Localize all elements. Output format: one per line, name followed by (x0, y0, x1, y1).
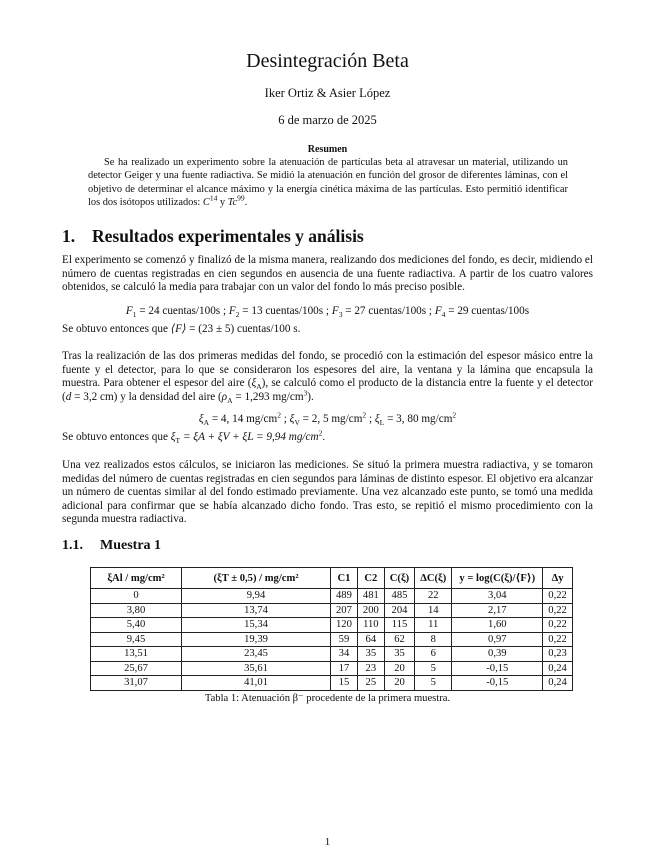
equation-text: = 4, 14 mg/cm (209, 413, 278, 425)
math: ⟨F⟩ (170, 323, 187, 335)
table-cell: 0,22 (543, 618, 573, 633)
table-row (91, 647, 573, 662)
paragraph-background: El experimento se comenzó y finalizó de la misma manera, realizando dos mediciones del fondo, es decir, midiendo el número de cuentas registradas en cien segundos en ausencia de una fuente radiactiva. A partir de los cuatro valores obtenidos, se calculó la media para trabajar con un valor del fondo lo más preciso posible. (62, 254, 593, 294)
table-cell: 5 (415, 676, 452, 691)
text: Tras la realización de las dos primeras medidas del fondo, se procedió con la estimación del espesor másico entre la fuente y el detector, para lo que se consideraron los espesores del aire, la ventana y la lámina que encapsula la muestra. Para obtener el espesor del aire ( (62, 350, 593, 390)
section-title: Resultados experimentales y análisis (92, 226, 364, 246)
table-cell: 20 (384, 661, 414, 676)
table-cell: -0,15 (452, 676, 543, 691)
column-header: y = log(C(ξ)/⟨F⟩) (452, 568, 543, 589)
column-header: ξAl / mg/cm² (91, 568, 182, 589)
table-cell: 0,24 (543, 661, 573, 676)
text: = (23 ± 5) cuentas/100 s. (186, 323, 301, 335)
table-cell: 1,60 (452, 618, 543, 633)
text: ). (307, 390, 314, 403)
math-superscript: 2 (362, 410, 367, 420)
subsection-title: Muestra 1 (100, 538, 162, 553)
equation-text: = 3, 80 mg/cm (384, 413, 453, 425)
math-sup: 3 (303, 388, 308, 398)
paragraph-mass-thickness (62, 350, 593, 404)
table-cell: 64 (357, 632, 384, 647)
math: d (65, 390, 72, 403)
equation-text: = 24 cuentas/100s ; (136, 305, 229, 317)
table-cell: 35 (357, 647, 384, 662)
table-cell: 31,07 (91, 676, 182, 691)
table-cell: -0,15 (452, 661, 543, 676)
math-sub: A (227, 396, 233, 406)
math-variable: F (434, 305, 442, 317)
section-number: 1. (62, 226, 76, 246)
table-cell: 0 (91, 589, 182, 604)
math: ξ (170, 431, 176, 443)
table-row (91, 632, 573, 647)
math-sub: A (256, 382, 262, 392)
table-cell: 13,74 (182, 603, 331, 618)
table-cell: 35,61 (182, 661, 331, 676)
text: Se obtuvo entonces que (62, 323, 171, 335)
table-cell: 25 (357, 676, 384, 691)
table-cell: 41,01 (182, 676, 331, 691)
table-cell: 14 (415, 603, 452, 618)
equation-text: = 2, 5 mg/cm (299, 413, 363, 425)
table-cell: 0,22 (543, 632, 573, 647)
column-header: C1 (331, 568, 358, 589)
table-cell: 23 (357, 661, 384, 676)
paragraph-measurements: Una vez realizados estos cálculos, se iniciaron las mediciones. Se situó la primera muestra radiactiva, y se tomaron medidas del número de cuentas registradas en cien segundos para láminas de distinto espesor. El objetivo era alcanzar un número de cuentas similar al del fondo estimado previamente. Una vez alcanzado este punto, se tomó una medida adicional para confirmar que se había alcanzado dicho fondo. Tras esto, se repitió el mismo procedimiento con la segunda muestra radiactiva. (62, 459, 593, 526)
table-row (91, 661, 573, 676)
math-variable: ξ (374, 413, 380, 425)
equation-text: = 27 cuentas/100s ; (342, 305, 435, 317)
table-row (91, 589, 573, 604)
math-subscript: 2 (235, 310, 240, 320)
math-subscript: V (294, 418, 300, 428)
table-cell: 5 (415, 661, 452, 676)
table-cell: 3,80 (91, 603, 182, 618)
table-cell: 0,23 (543, 647, 573, 662)
math: ξ (251, 377, 257, 390)
abstract-text (88, 156, 568, 210)
text: = 1,293 mg/cm (232, 390, 304, 403)
math-sup: 2 (318, 428, 323, 438)
text: Se obtuvo entonces que (62, 431, 171, 443)
math-subscript: L (379, 418, 385, 428)
table-cell: 19,39 (182, 632, 331, 647)
authors: Iker Ortiz & Asier López (264, 86, 391, 100)
paragraph-mean-background (62, 323, 593, 337)
subsection-number: 1.1. (62, 538, 83, 553)
math-variable: ξ (289, 413, 295, 425)
table-cell: 481 (357, 589, 384, 604)
table-cell: 207 (331, 603, 358, 618)
table-cell: 204 (384, 603, 414, 618)
math: ρ (221, 390, 228, 403)
text: . (322, 431, 326, 443)
math-variable: F (228, 305, 236, 317)
isotope-1-mass: 14 (209, 193, 218, 203)
paragraph-total-thickness (62, 428, 593, 446)
conjunction: y (217, 197, 228, 209)
data-table (90, 567, 573, 691)
math-variable: ξ (198, 413, 204, 425)
table-cell: 11 (415, 618, 452, 633)
math-superscript: 2 (277, 410, 281, 420)
table-cell: 485 (384, 589, 414, 604)
isotope-2: Tc (227, 197, 238, 209)
table-row (91, 676, 573, 691)
equation-text: = 29 cuentas/100s (445, 305, 530, 317)
math-variable: F (125, 305, 133, 317)
table-cell: 115 (384, 618, 414, 633)
table-cell: 34 (331, 647, 358, 662)
table-cell: 110 (357, 618, 384, 633)
table-cell: 8 (415, 632, 452, 647)
table-cell: 0,39 (452, 647, 543, 662)
column-header: Δy (543, 568, 573, 589)
math: = ξA + ξV + ξL = 9,94 mg/cm (180, 431, 319, 443)
table-cell: 15 (331, 676, 358, 691)
column-header: C(ξ) (384, 568, 414, 589)
table-cell: 25,67 (91, 661, 182, 676)
table-cell: 2,17 (452, 603, 543, 618)
table-cell: 0,24 (543, 676, 573, 691)
table-cell: 120 (331, 618, 358, 633)
math-sub: T (175, 436, 181, 446)
abstract-heading: Resumen (307, 144, 348, 155)
date: 6 de marzo de 2025 (278, 113, 377, 127)
equation-background-values (0, 305, 655, 320)
table-cell: 9,45 (91, 632, 182, 647)
math-subscript: 3 (338, 310, 343, 320)
table-header-row (91, 568, 573, 589)
table-cell: 200 (357, 603, 384, 618)
math-subscript: A (203, 418, 210, 428)
table-cell: 9,94 (182, 589, 331, 604)
table-cell: 6 (415, 647, 452, 662)
abstract-end: . (244, 197, 248, 209)
table-cell: 13,51 (91, 647, 182, 662)
subsection-heading (62, 538, 161, 554)
column-header: ΔC(ξ) (415, 568, 452, 589)
equation-thicknesses (0, 410, 655, 428)
section-heading (62, 226, 364, 247)
table-cell: 62 (384, 632, 414, 647)
table-cell: 59 (331, 632, 358, 647)
equation-text: ; (366, 413, 375, 425)
paper-title: Desintegración Beta (246, 50, 409, 72)
table-cell: 22 (415, 589, 452, 604)
column-header: C2 (357, 568, 384, 589)
table-cell: 489 (331, 589, 358, 604)
math-variable: F (331, 305, 339, 317)
table-cell: 15,34 (182, 618, 331, 633)
table-row (91, 618, 573, 633)
table-cell: 23,45 (182, 647, 331, 662)
text: ), se calculó como el producto de la distancia entre la fuente y el detector ( (62, 377, 593, 403)
isotope-1: C (202, 197, 210, 209)
table-cell: 0,97 (452, 632, 543, 647)
abstract-body: Se ha realizado un experimento sobre la atenuación de partículas beta al atravesar un material, utilizando un detector Geiger y una fuente radiactiva. Se midió la atenuación en función del grosor de diferentes láminas, con el objetivo de determinar el alcance máximo y la energía cinética máxima de las partículas. Esto permitió identificar los dos isótopos utilizados: (88, 157, 568, 209)
math-superscript: 2 (452, 410, 457, 420)
equation-text: ; (280, 413, 290, 425)
math-subscript: 4 (441, 310, 446, 320)
isotope-2-mass: 99 (237, 193, 245, 203)
equation-text: = 13 cuentas/100s ; (239, 305, 332, 317)
table-cell: 17 (331, 661, 358, 676)
table-caption: Tabla 1: Atenuación β⁻ procedente de la primera muestra. (204, 693, 451, 704)
page-number: 1 (324, 836, 331, 848)
math-subscript: 1 (132, 310, 137, 320)
table-row (91, 603, 573, 618)
table-cell: 35 (384, 647, 414, 662)
table-cell: 0,22 (543, 589, 573, 604)
column-header: (ξT ± 0,5) / mg/cm² (182, 568, 331, 589)
table-cell: 5,40 (91, 618, 182, 633)
table-cell: 20 (384, 676, 414, 691)
table-cell: 0,22 (543, 603, 573, 618)
table-cell: 3,04 (452, 589, 543, 604)
text: = 3,2 cm) y la densidad del aire ( (71, 390, 222, 403)
